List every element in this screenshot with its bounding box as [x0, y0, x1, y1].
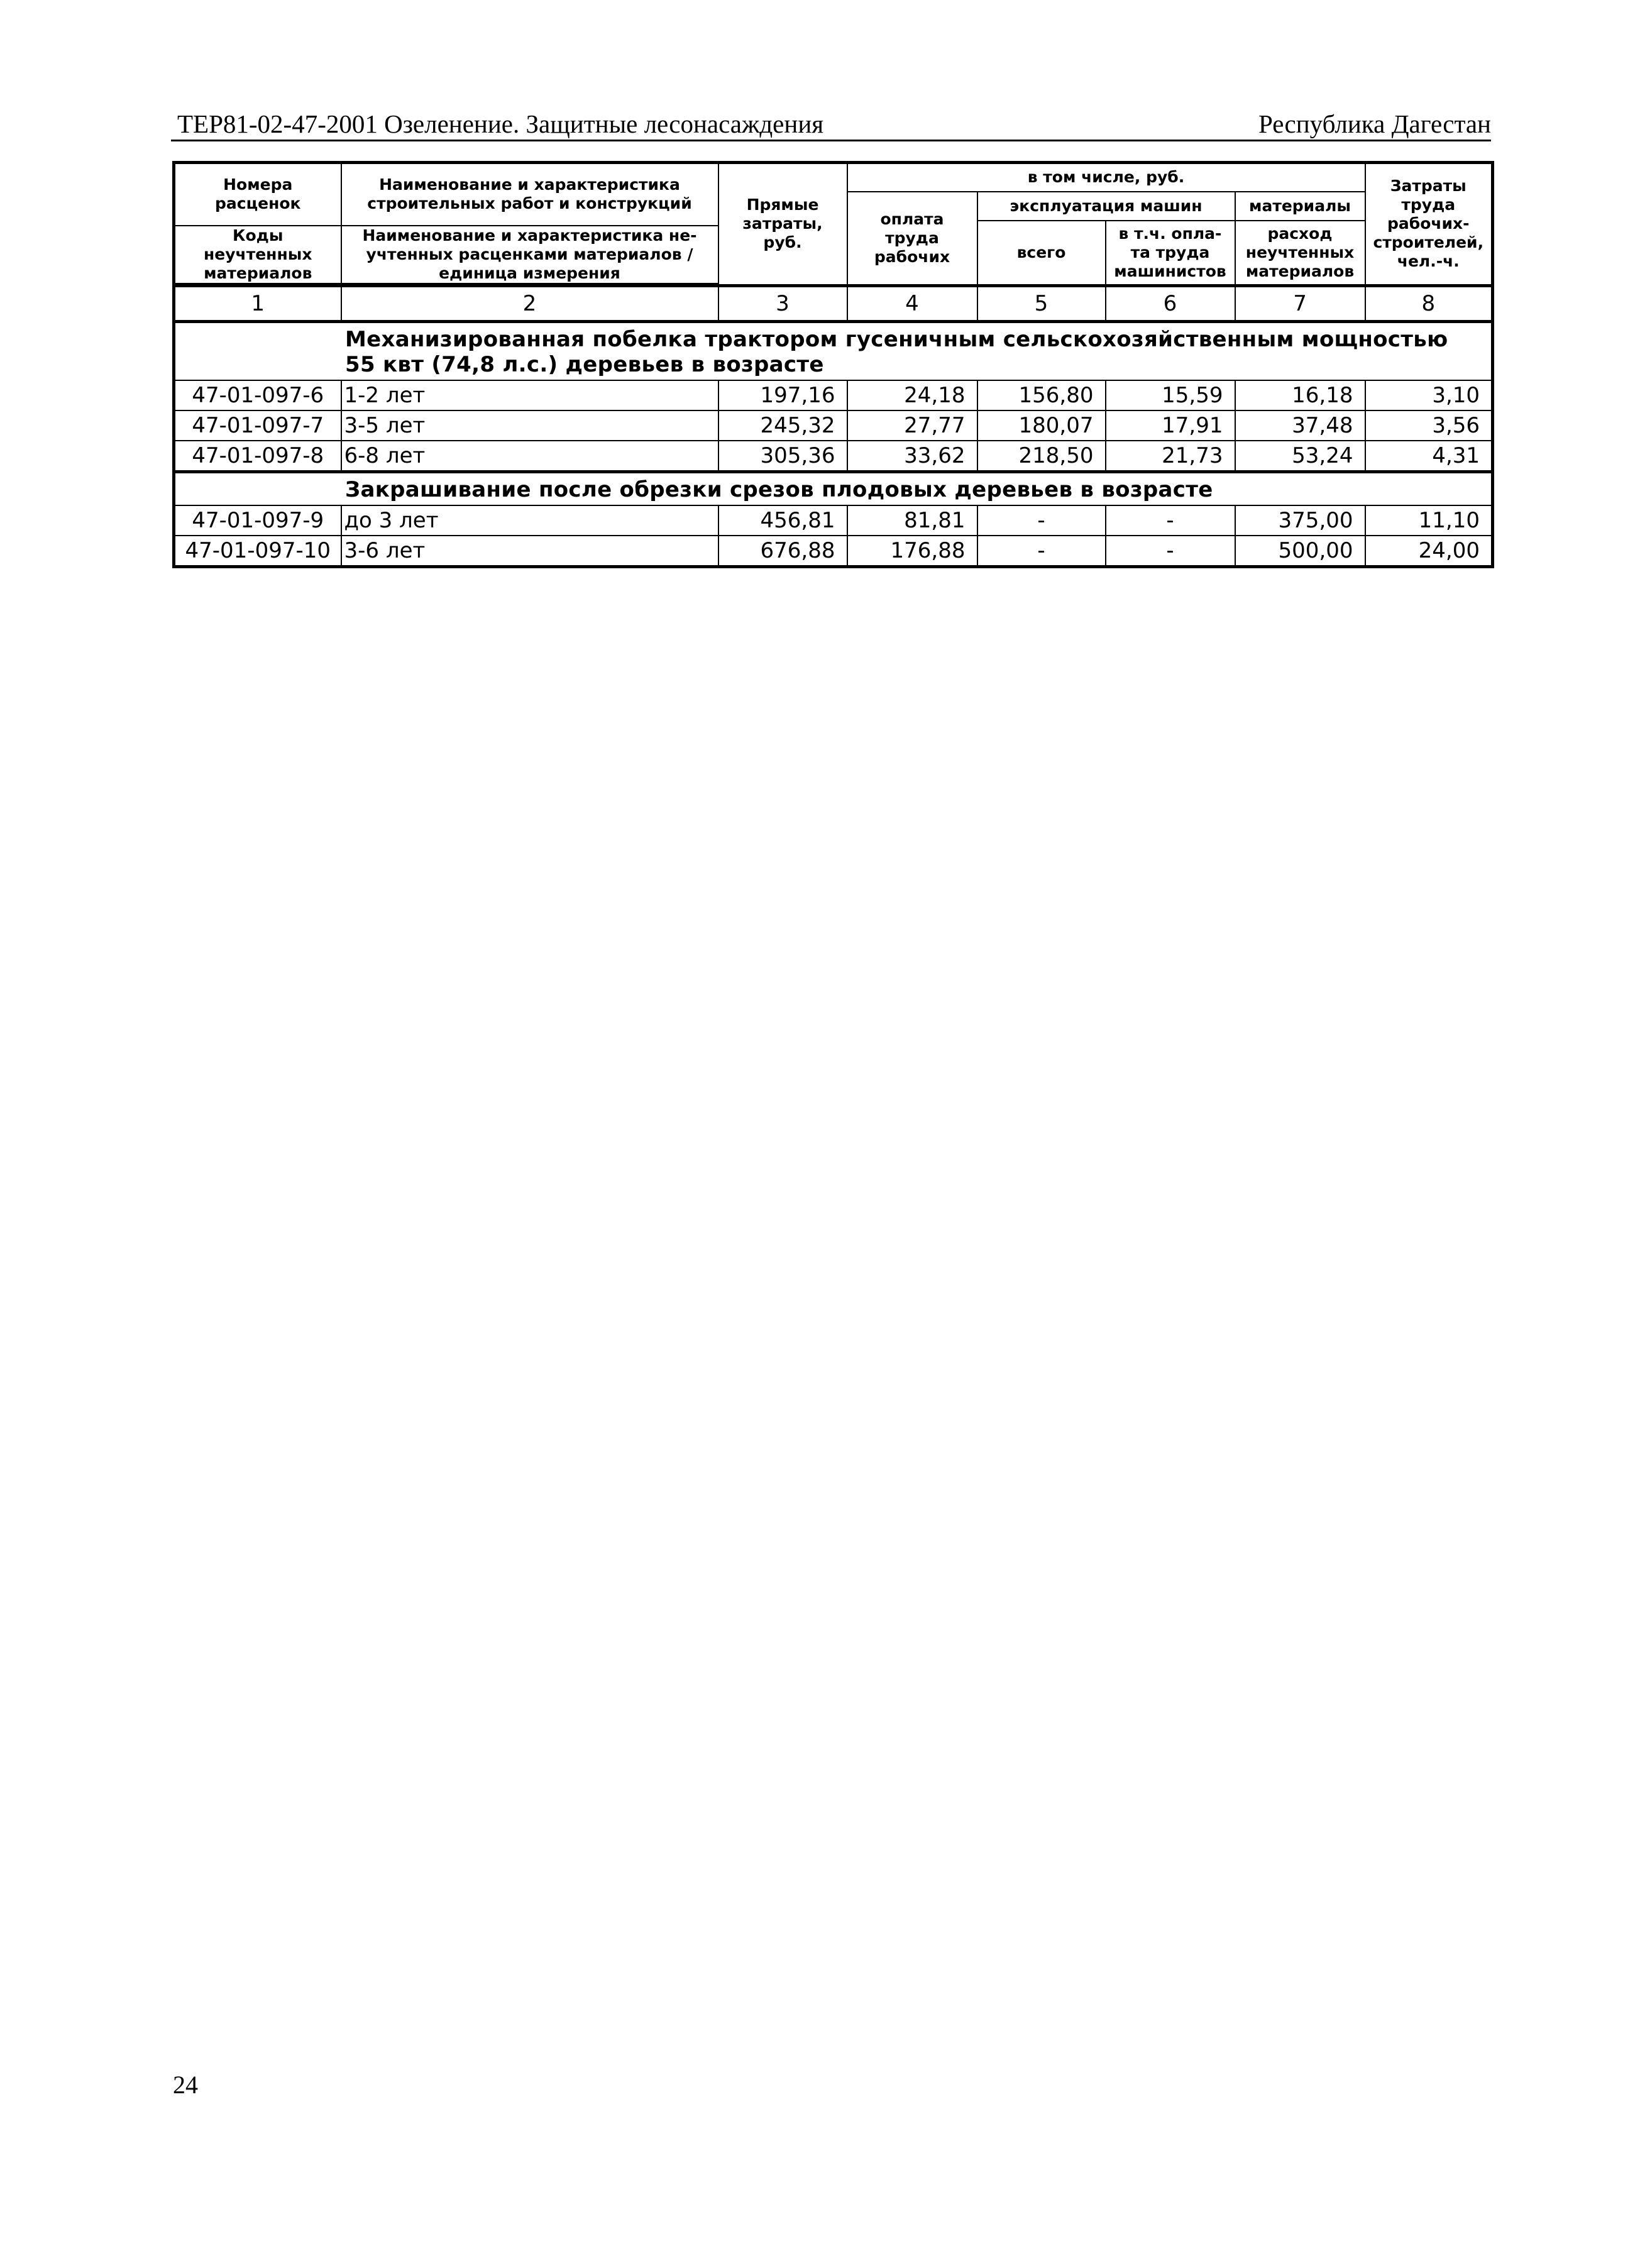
table-row: [174, 505, 1493, 536]
worker-pay: 33,62: [847, 441, 977, 472]
labor-hours: 3,56: [1365, 410, 1493, 441]
work-name: до 3 лет: [341, 505, 718, 536]
table-row: [174, 441, 1493, 472]
column-index: 6: [1106, 285, 1235, 321]
operators-pay: 17,91: [1106, 410, 1235, 441]
rate-code: 47-01-097-9: [174, 505, 341, 536]
section-heading-row: [174, 471, 1493, 505]
rates-table: [172, 161, 1494, 568]
work-name: 1-2 лет: [341, 380, 718, 410]
including-rub-header: в том числе, руб.: [847, 163, 1365, 192]
work-name-header: Наименование и характеристика строительных работ и конструкций: [341, 163, 718, 226]
material-name-header: Наименование и характеристика не- учтенных расценками материалов / единица измерения: [341, 226, 718, 284]
materials-cost: 16,18: [1235, 380, 1365, 410]
labor-hours: 11,10: [1365, 505, 1493, 536]
machine-operation-header: эксплуатация машин: [977, 192, 1235, 221]
table-row: [174, 410, 1493, 441]
rate-code: 47-01-097-8: [174, 441, 341, 472]
material-codes-header: Коды неучтенных материалов: [174, 226, 341, 284]
worker-pay: 81,81: [847, 505, 977, 536]
column-index: 5: [977, 285, 1106, 321]
rate-code: 47-01-097-7: [174, 410, 341, 441]
machines-total: 218,50: [977, 441, 1106, 472]
direct-costs: 305,36: [718, 441, 847, 472]
column-index: 1: [174, 285, 341, 321]
work-name: 3-6 лет: [341, 536, 718, 567]
labor-hours: 4,31: [1365, 441, 1493, 472]
unaccounted-materials-header: расход неучтенных материалов: [1235, 221, 1365, 286]
column-index-row: [174, 285, 1493, 321]
column-index: 4: [847, 285, 977, 321]
worker-pay: 27,77: [847, 410, 977, 441]
direct-costs-header: Прямые затраты, руб.: [718, 163, 847, 286]
machines-total: 180,07: [977, 410, 1106, 441]
direct-costs: 456,81: [718, 505, 847, 536]
table-row: [174, 536, 1493, 567]
operators-pay: -: [1106, 505, 1235, 536]
operators-pay: 21,73: [1106, 441, 1235, 472]
direct-costs: 197,16: [718, 380, 847, 410]
machines-total-header: всего: [977, 221, 1106, 286]
materials-cost: 375,00: [1235, 505, 1365, 536]
operators-pay: -: [1106, 536, 1235, 567]
worker-pay: 24,18: [847, 380, 977, 410]
table-row: [174, 380, 1493, 410]
work-name: 3-5 лет: [341, 410, 718, 441]
section-heading-row: [174, 321, 1493, 380]
column-index: 7: [1235, 285, 1365, 321]
page-header: [171, 108, 1491, 141]
direct-costs: 676,88: [718, 536, 847, 567]
document-title: ТЕР81-02-47-2001 Озеленение. Защитные лесонасаждения: [177, 109, 824, 138]
materials-header: материалы: [1235, 192, 1365, 221]
rate-code: 47-01-097-10: [174, 536, 341, 567]
region-name: Республика Дагестан: [1258, 109, 1491, 138]
materials-cost: 53,24: [1235, 441, 1365, 472]
column-index: 8: [1365, 285, 1493, 321]
machines-total: -: [977, 536, 1106, 567]
labor-hours: 24,00: [1365, 536, 1493, 567]
worker-pay: 176,88: [847, 536, 977, 567]
section-title: Механизированная побелка трактором гусеничным сельскохозяйственным мощностью 55 квт (74,8 л.с.) деревьев в возрасте: [174, 321, 1493, 380]
column-index: 2: [341, 285, 718, 321]
work-name: 6-8 лет: [341, 441, 718, 472]
labor-hours: 3,10: [1365, 380, 1493, 410]
worker-pay-header: оплата труда рабочих: [847, 192, 977, 286]
machines-total: -: [977, 505, 1106, 536]
materials-cost: 37,48: [1235, 410, 1365, 441]
page-number: 24: [173, 2071, 198, 2099]
rate-number-header: Номера расценок: [174, 163, 341, 226]
machines-total: 156,80: [977, 380, 1106, 410]
operators-pay-header: в т.ч. опла- та труда машинистов: [1106, 221, 1235, 286]
rate-code: 47-01-097-6: [174, 380, 341, 410]
operators-pay: 15,59: [1106, 380, 1235, 410]
labor-hours-header: Затраты труда рабочих- строителей, чел.-ч.: [1365, 163, 1493, 286]
direct-costs: 245,32: [718, 410, 847, 441]
column-index: 3: [718, 285, 847, 321]
materials-cost: 500,00: [1235, 536, 1365, 567]
section-title: Закрашивание после обрезки срезов плодовых деревьев в возрасте: [174, 471, 1493, 505]
